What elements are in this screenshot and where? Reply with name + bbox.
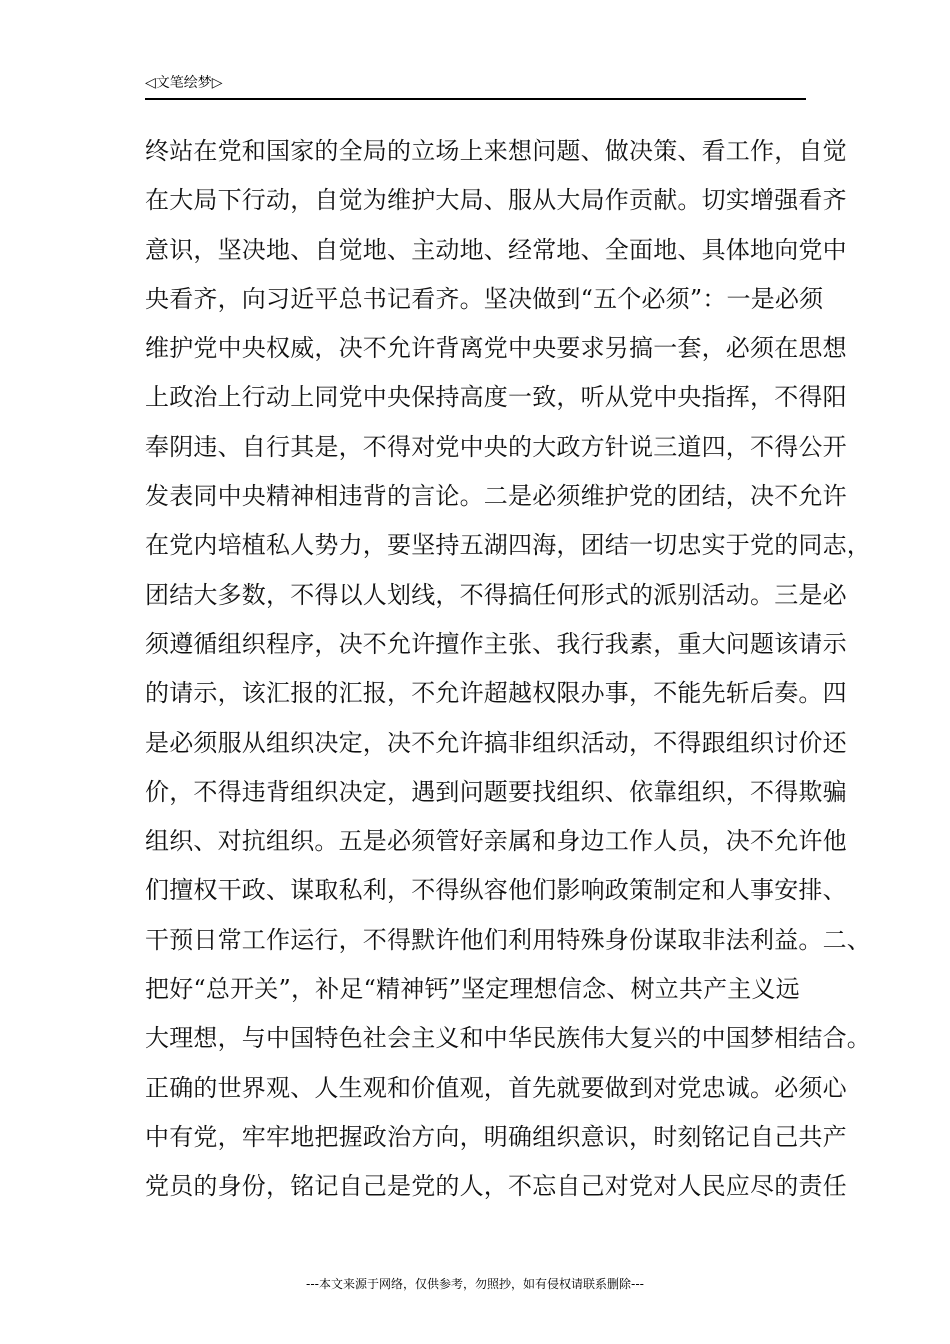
body-line: 党员的身份，铭记自己是党的人，不忘自己对党对人民应尽的责任 (145, 1172, 847, 1201)
header-title: ◁文笔绘梦▷ (145, 75, 223, 91)
body-line: 须遵循组织程序，决不允许擅作主张、我行我素，重大问题该请示 (145, 629, 847, 658)
body-line: 们擅权干政、谋取私利，不得纵容他们影响政策制定和人事安排、 (145, 876, 847, 905)
page-header (145, 74, 806, 100)
body-line: 正确的世界观、人生观和价值观，首先就要做到对党忠诚。必须心 (145, 1073, 847, 1102)
body-line: 组织、对抗组织。五是必须管好亲属和身边工作人员，决不允许他 (145, 827, 847, 856)
body-line: 的请示，该汇报的汇报，不允许超越权限办事，不能先斩后奏。四 (145, 679, 847, 708)
body-line: 中有党，牢牢地把握政治方向，明确组织意识，时刻铭记自己共产 (145, 1122, 847, 1151)
body-line: 在党内培植私人势力，要坚持五湖四海，团结一切忠实于党的同志， (145, 531, 871, 560)
body-line: 价，不得违背组织决定，遇到问题要找组织、依靠组织，不得欺骗 (145, 777, 847, 806)
body-line: 发表同中央精神相违背的言论。二是必须维护党的团结，决不允许 (145, 482, 847, 511)
body-line: 奉阴违、自行其是，不得对党中央的大政方针说三道四，不得公开 (145, 432, 847, 461)
body-line: 终站在党和国家的全局的立场上来想问题、做决策、看工作，自觉 (145, 137, 847, 165)
page-footer: ---本文来源于网络，仅供参考，勿照抄，如有侵权请联系删除--- (306, 1277, 644, 1291)
body-line: 维护党中央权威，决不允许背离党中央要求另搞一套，必须在思想 (145, 334, 847, 363)
body-line: 上政治上行动上同党中央保持高度一致，听从党中央指挥，不得阳 (145, 383, 847, 412)
body-line: 把好“总开关”，补足“精神钙”坚定理想信念、树立共产主义远 (145, 975, 800, 1004)
body-line: 大理想，与中国特色社会主义和中华民族伟大复兴的中国梦相结合。 (145, 1024, 871, 1053)
body-line: 在大局下行动，自觉为维护大局、服从大局作贡献。切实增强看齐 (145, 186, 847, 215)
body-line: 央看齐，向习近平总书记看齐。坚决做到“五个必须”：一是必须 (145, 284, 824, 313)
body-line: 团结大多数，不得以人划线，不得搞任何形式的派别活动。三是必 (145, 580, 847, 609)
document-body (145, 127, 871, 1212)
body-line: 是必须服从组织决定，决不允许搞非组织活动，不得跟组织讨价还 (145, 728, 847, 757)
body-line: 意识，坚决地、自觉地、主动地、经常地、全面地、具体地向党中 (145, 235, 847, 264)
body-line: 干预日常工作运行，不得默许他们利用特殊身份谋取非法利益。二、 (145, 925, 871, 954)
